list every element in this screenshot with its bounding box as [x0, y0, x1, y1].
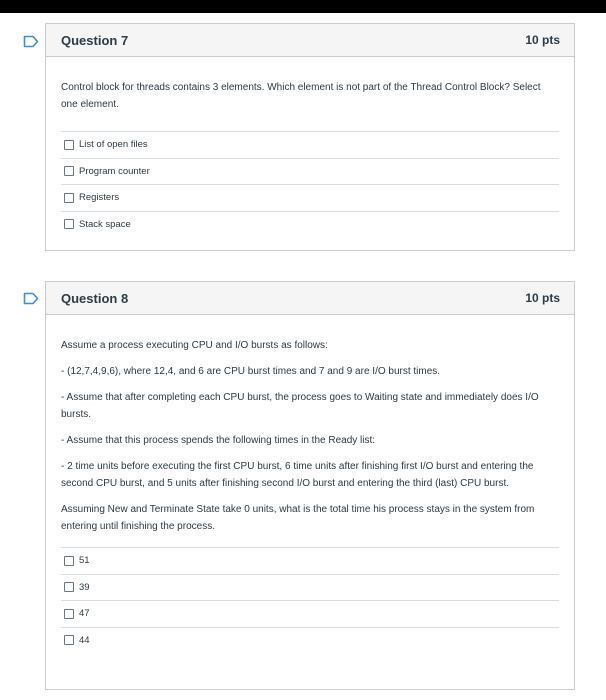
answer-option[interactable] [61, 600, 559, 627]
answer-label: 51 [79, 555, 90, 567]
question-paragraph: Control block for threads contains 3 elements. Which element is not part of the Thread Control Block? Select one element. [61, 82, 541, 110]
answer-list [61, 547, 559, 653]
checkbox[interactable] [64, 166, 74, 176]
checkbox[interactable] [64, 582, 74, 592]
question-paragraph: Assume a process executing CPU and I/O bursts as follows: [61, 340, 328, 351]
question-text [61, 79, 559, 113]
answer-label: 44 [79, 634, 90, 646]
question-paragraph: - 2 time units before executing the first CPU burst, 6 time units after finishing first I/O burst and entering the second CPU burst, and 5 units after finishing second I/O burst and entering the third (last) CPU burst. [61, 461, 534, 489]
answer-label: Stack space [79, 218, 131, 230]
answer-option[interactable] [61, 547, 559, 574]
flag-question-8-icon[interactable] [23, 292, 39, 305]
answer-label: Registers [79, 192, 120, 204]
checkbox[interactable] [64, 556, 74, 566]
answer-option[interactable] [61, 627, 559, 654]
question-paragraph: - Assume that this process spends the following times in the Ready list: [61, 435, 376, 446]
answer-option[interactable] [61, 131, 559, 158]
checkbox[interactable] [64, 140, 74, 150]
question-7 [45, 23, 575, 251]
question-points: 10 pts [525, 33, 560, 47]
question-header [46, 24, 574, 57]
question-title: Question 8 [61, 290, 129, 306]
answer-label: Program counter [79, 165, 150, 177]
question-paragraph: Assuming New and Terminate State take 0 units, what is the total time his process stays in the system from entering until finishing the process. [61, 504, 535, 532]
question-header [46, 282, 574, 315]
flag-question-7-icon[interactable] [23, 35, 39, 48]
checkbox[interactable] [64, 609, 74, 619]
question-paragraph: - Assume that after completing each CPU burst, the process goes to Waiting state and immediately does I/O bursts. [61, 392, 539, 420]
answer-option[interactable] [61, 158, 559, 185]
top-black-bar [0, 0, 606, 13]
answer-option[interactable] [61, 574, 559, 601]
question-title: Question 7 [61, 32, 129, 48]
answer-option[interactable] [61, 211, 559, 238]
answer-label: List of open files [79, 139, 148, 151]
answer-label: 47 [79, 608, 90, 620]
checkbox[interactable] [64, 635, 74, 645]
answer-label: 39 [79, 581, 90, 593]
answer-list [61, 131, 559, 237]
checkbox[interactable] [64, 219, 74, 229]
question-8 [45, 281, 575, 690]
question-text [61, 337, 559, 535]
question-paragraph: - (12,7,4,9,6), where 12,4, and 6 are CPU burst times and 7 and 9 are I/O burst times. [61, 366, 441, 377]
question-points: 10 pts [525, 291, 560, 305]
answer-option[interactable] [61, 184, 559, 211]
checkbox[interactable] [64, 193, 74, 203]
